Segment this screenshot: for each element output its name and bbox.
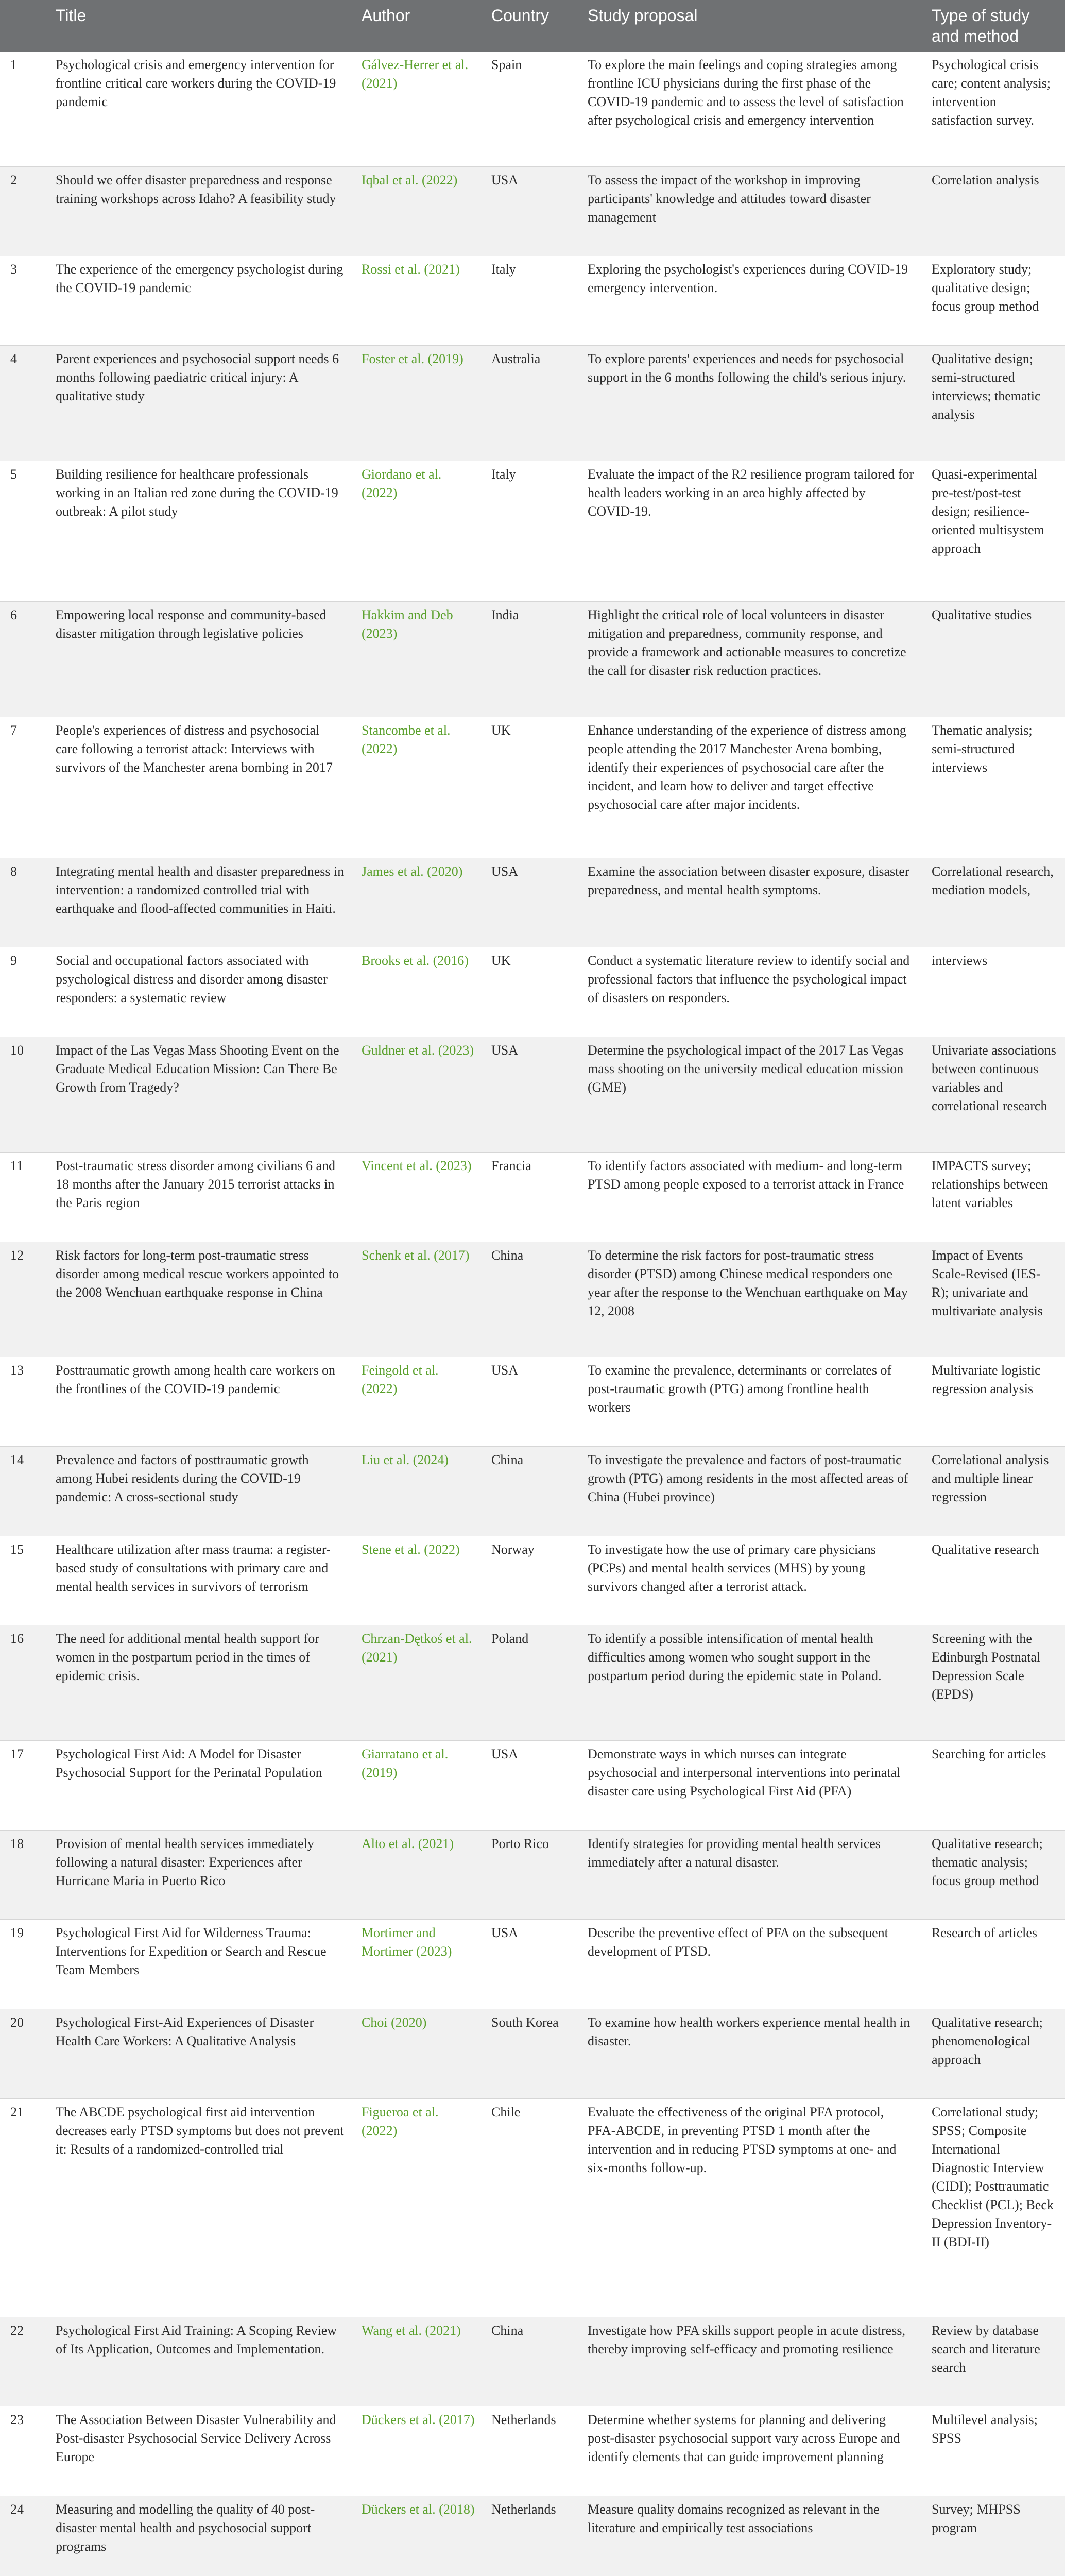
row-title: Measuring and modelling the quality of 40 post-disaster mental health and psychosocial support programs [47,2496,353,2576]
table-row [0,1830,1065,1920]
row-number: 10 [0,1037,47,1153]
row-study-method: Screening with the Edinburgh Postnatal Depression Scale (EPDS) [923,1625,1065,1741]
row-title: The need for additional mental health support for women in the postpartum period in the times of epidemic crisis. [47,1625,353,1741]
row-study-proposal: Exploring the psychologist's experiences during COVID-19 emergency intervention. [579,256,923,346]
row-study-proposal: To examine how health workers experience mental health in disaster. [579,2009,923,2099]
row-country: Poland [483,1625,579,1741]
row-country: Norway [483,1536,579,1625]
header-number [0,0,47,52]
row-country: USA [483,1920,579,2009]
row-title: The experience of the emergency psychologist during the COVID-19 pandemic [47,256,353,346]
table-row [0,52,1065,166]
table-row [0,1741,1065,1831]
table-row [0,2496,1065,2576]
row-author-link[interactable]: Stancombe et al. (2022) [353,717,483,858]
row-title: Psychological crisis and emergency intervention for frontline critical care workers during the COVID-19 pandemic [47,52,353,166]
row-number: 2 [0,166,47,256]
row-number: 19 [0,1920,47,2009]
row-author-link[interactable]: Wang et al. (2021) [353,2317,483,2406]
header-study-type-method: Type of study and method [923,0,1065,52]
row-author-link[interactable]: Chrzan-Dętkoś et al. (2021) [353,1625,483,1741]
header-row [0,0,1065,52]
row-country: USA [483,858,579,947]
row-title: Psychological First-Aid Experiences of Disaster Health Care Workers: A Qualitative Analysis [47,2009,353,2099]
row-country: China [483,1446,579,1536]
header-study-proposal: Study proposal [579,0,923,52]
row-study-proposal: To explore the main feelings and coping strategies among frontline ICU physicians during the first phase of the COVID-19 pandemic and to assess the level of satisfaction after psychological crisis and emergency intervention [579,52,923,166]
row-country: India [483,602,579,717]
table-body [0,52,1065,2576]
table-row [0,1536,1065,1625]
row-study-proposal: Determine the psychological impact of the 2017 Las Vegas mass shooting on the university medical education mission (GME) [579,1037,923,1153]
row-study-proposal: To explore parents' experiences and needs for psychosocial support in the 6 months following the child's serious injury. [579,345,923,461]
row-study-method: Multilevel analysis; SPSS [923,2406,1065,2496]
row-study-proposal: Conduct a systematic literature review to identify social and professional factors that influence the psychological impact of disasters on responders. [579,947,923,1037]
row-author-link[interactable]: Brooks et al. (2016) [353,947,483,1037]
row-study-proposal: Investigate how PFA skills support people in acute distress, thereby improving self-efficacy and promoting resilience [579,2317,923,2406]
row-number: 9 [0,947,47,1037]
table-row [0,1037,1065,1153]
row-study-method: Exploratory study; qualitative design; focus group method [923,256,1065,346]
row-title: Integrating mental health and disaster preparedness in intervention: a randomized controlled trial with earthquake and flood-affected communities in Haiti. [47,858,353,947]
row-study-method: Qualitative research; phenomenological approach [923,2009,1065,2099]
row-number: 3 [0,256,47,346]
table-header [0,0,1065,52]
row-title: The Association Between Disaster Vulnerability and Post-disaster Psychosocial Service Delivery Across Europe [47,2406,353,2496]
header-author: Author [353,0,483,52]
row-number: 16 [0,1625,47,1741]
row-study-method: Correlation analysis [923,166,1065,256]
row-country: Spain [483,52,579,166]
row-number: 8 [0,858,47,947]
row-title: Psychological First Aid for Wilderness Trauma: Interventions for Expedition or Search and Rescue Team Members [47,1920,353,2009]
row-study-method: Correlational research, mediation models, [923,858,1065,947]
row-author-link[interactable]: Alto et al. (2021) [353,1830,483,1920]
row-study-proposal: To investigate the prevalence and factors of post-traumatic growth (PTG) among residents in the most affected areas of China (Hubei province) [579,1446,923,1536]
row-number: 13 [0,1357,47,1447]
table-row [0,2009,1065,2099]
row-country: UK [483,717,579,858]
row-number: 1 [0,52,47,166]
row-study-method: Correlational analysis and multiple linear regression [923,1446,1065,1536]
table-row [0,947,1065,1037]
row-study-method: Quasi-experimental pre-test/post-test design; resilience-oriented multisystem approach [923,461,1065,602]
row-study-method: Psychological crisis care; content analysis; intervention satisfaction survey. [923,52,1065,166]
row-title: Posttraumatic growth among health care workers on the frontlines of the COVID-19 pandemic [47,1357,353,1447]
row-author-link[interactable]: Vincent et al. (2023) [353,1152,483,1242]
row-number: 20 [0,2009,47,2099]
row-study-proposal: To investigate how the use of primary care physicians (PCPs) and mental health services (MHS) by young survivors changed after a terrorist attack. [579,1536,923,1625]
row-number: 23 [0,2406,47,2496]
row-study-proposal: To assess the impact of the workshop in improving participants' knowledge and attitudes toward disaster management [579,166,923,256]
row-country: South Korea [483,2009,579,2099]
row-author-link[interactable]: Hakkim and Deb (2023) [353,602,483,717]
row-study-proposal: Determine whether systems for planning and delivering post-disaster psychosocial support vary across Europe and identify elements that can guide improvement planning [579,2406,923,2496]
row-study-method: Thematic analysis; semi-structured interviews [923,717,1065,858]
row-study-proposal: Evaluate the impact of the R2 resilience program tailored for health leaders working in an area highly affected by COVID-19. [579,461,923,602]
row-study-method: Survey; MHPSS program [923,2496,1065,2576]
row-author-link[interactable]: Guldner et al. (2023) [353,1037,483,1153]
row-number: 17 [0,1741,47,1831]
row-author-link[interactable]: Dückers et al. (2017) [353,2406,483,2496]
row-author-link[interactable]: Gálvez-Herrer et al. (2021) [353,52,483,166]
table-row [0,858,1065,947]
row-author-link[interactable]: Liu et al. (2024) [353,1446,483,1536]
row-title: Empowering local response and community-based disaster mitigation through legislative policies [47,602,353,717]
row-study-method: Univariate associations between continuous variables and correlational research [923,1037,1065,1153]
row-study-method: Qualitative design; semi-structured interviews; thematic analysis [923,345,1065,461]
row-country: Italy [483,256,579,346]
table-row [0,2098,1065,2317]
row-number: 21 [0,2098,47,2317]
row-study-method: Impact of Events Scale-Revised (IES-R); univariate and multivariate analysis [923,1242,1065,1357]
row-title: Should we offer disaster preparedness and response training workshops across Idaho? A feasibility study [47,166,353,256]
table-row [0,1242,1065,1357]
row-country: China [483,2317,579,2406]
row-number: 11 [0,1152,47,1242]
row-title: Parent experiences and psychosocial support needs 6 months following paediatric critical injury: A qualitative study [47,345,353,461]
row-number: 6 [0,602,47,717]
row-country: Netherlands [483,2496,579,2576]
row-author-link[interactable]: Stene et al. (2022) [353,1536,483,1625]
row-title: Provision of mental health services immediately following a natural disaster: Experiences after Hurricane Maria in Puerto Rico [47,1830,353,1920]
row-title: Risk factors for long-term post-traumatic stress disorder among medical rescue workers appointed to the 2008 Wenchuan earthquake response in China [47,1242,353,1357]
row-study-proposal: To identify a possible intensification of mental health difficulties among women who sought support in the postpartum period during the epidemic state in Poland. [579,1625,923,1741]
table-row [0,1357,1065,1447]
row-study-method: Multivariate logistic regression analysis [923,1357,1065,1447]
row-study-proposal: Measure quality domains recognized as relevant in the literature and empirically test associations [579,2496,923,2576]
row-study-proposal: Evaluate the effectiveness of the original PFA protocol, PFA-ABCDE, in preventing PTSD 1 month after the intervention and in reducing PTSD symptoms at one- and six-months follow-up. [579,2098,923,2317]
row-study-method: Qualitative studies [923,602,1065,717]
row-study-method: Correlational study; SPSS; Composite International Diagnostic Interview (CIDI); Posttraumatic Checklist (PCL); Beck Depression Inventory-II (BDI-II) [923,2098,1065,2317]
row-number: 4 [0,345,47,461]
row-author-link[interactable]: Giarratano et al. (2019) [353,1741,483,1831]
row-study-proposal: Demonstrate ways in which nurses can integrate psychosocial and interpersonal interventions into perinatal disaster care using Psychological First Aid (PFA) [579,1741,923,1831]
row-country: Francia [483,1152,579,1242]
row-study-proposal: Describe the preventive effect of PFA on the subsequent development of PTSD. [579,1920,923,2009]
row-author-link[interactable]: Iqbal et al. (2022) [353,166,483,256]
row-country: Chile [483,2098,579,2317]
table-row [0,461,1065,602]
row-country: Italy [483,461,579,602]
table-row [0,345,1065,461]
row-title: Building resilience for healthcare professionals working in an Italian red zone during the COVID-19 outbreak: A pilot study [47,461,353,602]
header-title: Title [47,0,353,52]
row-title: Impact of the Las Vegas Mass Shooting Event on the Graduate Medical Education Mission: Can There Be Growth from Tragedy? [47,1037,353,1153]
row-title: Psychological First Aid: A Model for Disaster Psychosocial Support for the Perinatal Population [47,1741,353,1831]
row-study-method: Searching for articles [923,1741,1065,1831]
table-row [0,256,1065,346]
row-study-method: IMPACTS survey; relationships between latent variables [923,1152,1065,1242]
row-title: Prevalence and factors of posttraumatic growth among Hubei residents during the COVID-19 pandemic: A cross-sectional study [47,1446,353,1536]
row-title: Psychological First Aid Training: A Scoping Review of Its Application, Outcomes and Implementation. [47,2317,353,2406]
row-number: 12 [0,1242,47,1357]
table-row [0,1446,1065,1536]
row-study-proposal: To determine the risk factors for post-traumatic stress disorder (PTSD) among Chinese medical responders one year after the response to the Wenchuan earthquake on May 12, 2008 [579,1242,923,1357]
row-number: 24 [0,2496,47,2576]
row-study-method: interviews [923,947,1065,1037]
table-row [0,1152,1065,1242]
row-number: 7 [0,717,47,858]
row-author-link[interactable]: Giordano et al. (2022) [353,461,483,602]
row-country: China [483,1242,579,1357]
row-author-link[interactable]: James et al. (2020) [353,858,483,947]
table-row [0,1625,1065,1741]
row-title: Post-traumatic stress disorder among civilians 6 and 18 months after the January 2015 terrorist attacks in the Paris region [47,1152,353,1242]
table-row [0,602,1065,717]
row-study-method: Qualitative research [923,1536,1065,1625]
row-study-proposal: To examine the prevalence, determinants or correlates of post-traumatic growth (PTG) among frontline health workers [579,1357,923,1447]
row-country: USA [483,1357,579,1447]
row-author-link[interactable]: Figueroa et al. (2022) [353,2098,483,2317]
row-country: USA [483,1037,579,1153]
row-author-link[interactable]: Choi (2020) [353,2009,483,2099]
row-country: Australia [483,345,579,461]
row-study-proposal: Examine the association between disaster exposure, disaster preparedness, and mental health symptoms. [579,858,923,947]
row-study-method: Review by database search and literature search [923,2317,1065,2406]
row-country: UK [483,947,579,1037]
row-country: Netherlands [483,2406,579,2496]
row-study-method: Qualitative research; thematic analysis; focus group method [923,1830,1065,1920]
header-country: Country [483,0,579,52]
row-author-link[interactable]: Feingold et al. (2022) [353,1357,483,1447]
row-title: The ABCDE psychological first aid intervention decreases early PTSD symptoms but does not prevent it: Results of a randomized-controlled trial [47,2098,353,2317]
row-author-link[interactable]: Foster et al. (2019) [353,345,483,461]
row-study-proposal: To identify factors associated with medium- and long-term PTSD among people exposed to a terrorist attack in France [579,1152,923,1242]
row-number: 22 [0,2317,47,2406]
table-row [0,1920,1065,2009]
row-study-method: Research of articles [923,1920,1065,2009]
row-study-proposal: Highlight the critical role of local volunteers in disaster mitigation and preparedness, community response, and provide a framework and actionable measures to concretize the call for disaster risk reduction practices. [579,602,923,717]
row-number: 15 [0,1536,47,1625]
table-row [0,166,1065,256]
row-title: People's experiences of distress and psychosocial care following a terrorist attack: Interviews with survivors of the Manchester arena bombing in 2017 [47,717,353,858]
row-study-proposal: Identify strategies for providing mental health services immediately after a natural disaster. [579,1830,923,1920]
row-author-link[interactable]: Mortimer and Mortimer (2023) [353,1920,483,2009]
row-author-link[interactable]: Schenk et al. (2017) [353,1242,483,1357]
row-title: Healthcare utilization after mass trauma: a register-based study of consultations with primary care and mental health services in survivors of terrorism [47,1536,353,1625]
row-number: 14 [0,1446,47,1536]
row-number: 18 [0,1830,47,1920]
table-row [0,717,1065,858]
row-number: 5 [0,461,47,602]
row-country: USA [483,1741,579,1831]
table-row [0,2406,1065,2496]
row-country: USA [483,166,579,256]
row-author-link[interactable]: Dückers et al. (2018) [353,2496,483,2576]
row-title: Social and occupational factors associated with psychological distress and disorder among disaster responders: a systematic review [47,947,353,1037]
table-row [0,2317,1065,2406]
row-country: Porto Rico [483,1830,579,1920]
row-author-link[interactable]: Rossi et al. (2021) [353,256,483,346]
row-study-proposal: Enhance understanding of the experience of distress among people attending the 2017 Manchester Arena bombing, identify their experiences of psychosocial care after the incident, and learn how to deliver and target effective psychosocial care after major incidents. [579,717,923,858]
